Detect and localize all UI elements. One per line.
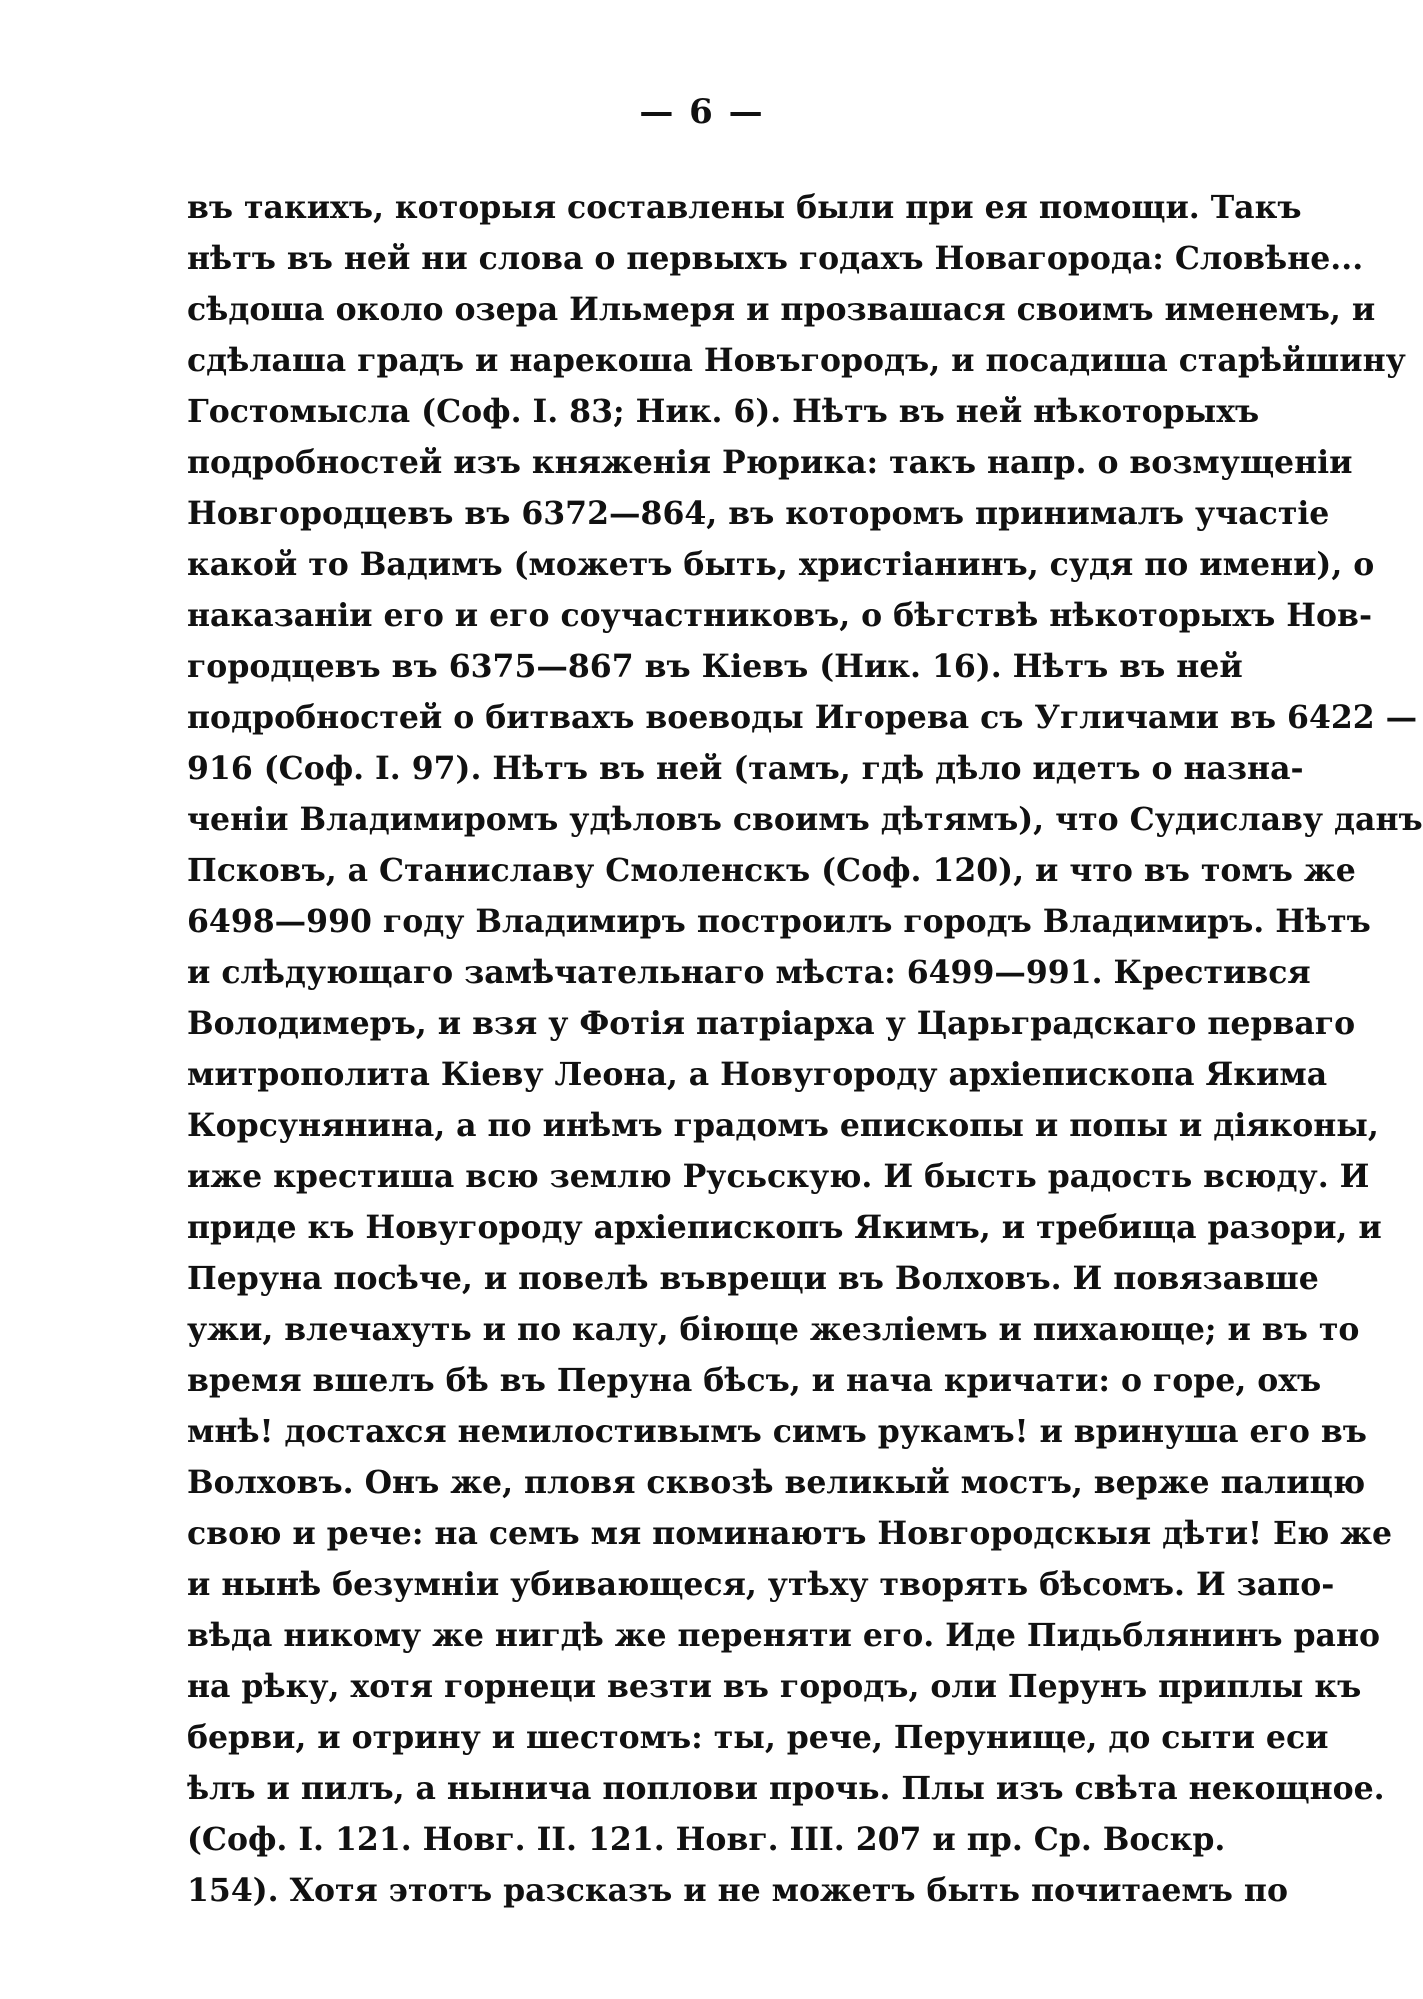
text-line: наказаніи его и его соучастниковъ, о бѣгствѣ нѣкоторыхъ Нов- (187, 597, 1373, 634)
text-line: Волховъ. Онъ же, пловя сквозѣ великый мостъ, верже палицю (187, 1464, 1366, 1501)
text-line: свою и рече: на семъ мя поминаютъ Новгородскыя дѣти! Ею же (187, 1515, 1393, 1552)
text-line: Корсунянина, а по инѣмъ градомъ епископы и попы и діяконы, (187, 1107, 1379, 1144)
text-line: на рѣку, хотя горнеци везти въ городъ, оли Перунъ приплы къ (187, 1668, 1362, 1705)
text-line: вѣда никому же нигдѣ же переняти его. Иде Пидьблянинъ рано (187, 1617, 1381, 1654)
text-line: нѣтъ въ ней ни слова о первыхъ годахъ Новагорода: Словѣне... (187, 240, 1364, 277)
body-text (187, 182, 1423, 1916)
text-line: городцевъ въ 6375—867 въ Кіевъ (Ник. 16). Нѣтъ въ ней (187, 648, 1243, 685)
text-line: 916 (Соф. I. 97). Нѣтъ въ ней (тамъ, гдѣ дѣло идетъ о назна- (187, 750, 1304, 787)
text-line: время вшелъ бѣ въ Перуна бѣсъ, и нача кричати: о горе, охъ (187, 1362, 1322, 1399)
text-line: сдѣлаша градъ и нарекоша Новъгородъ, и посадиша старѣйшину (187, 342, 1406, 379)
text-line: и нынѣ безумніи убивающеся, утѣху творять бѣсомъ. И запо- (187, 1566, 1335, 1603)
text-line: ужи, влечахуть и по калу, біюще жезліемъ и пихающе; и въ то (187, 1311, 1360, 1348)
text-line: мнѣ! достахся немилостивымъ симъ рукамъ! и вринуша его въ (187, 1413, 1367, 1450)
text-line: Псковъ, а Станиславу Смоленскъ (Соф. 120), и что въ томъ же (187, 852, 1356, 889)
page-number: — 6 — (639, 92, 765, 132)
text-line: ченіи Владимиромъ удѣловъ своимъ дѣтямъ), что Судиславу данъ (187, 801, 1423, 838)
text-line: 6498—990 году Владимиръ построилъ городъ Владимиръ. Нѣтъ (187, 903, 1371, 940)
text-line: подробностей о битвахъ воеводы Игорева съ Угличами въ 6422 — (187, 699, 1418, 736)
text-line: какой то Вадимъ (можетъ быть, христіанинъ, судя по имени), о (187, 546, 1375, 583)
text-line: сѣдоша около озера Ильмеря и прозвашася своимъ именемъ, и (187, 291, 1376, 328)
text-line: (Соф. I. 121. Новг. II. 121. Новг. III. 207 и пр. Ср. Воскр. (187, 1821, 1226, 1858)
text-line: Новгородцевъ въ 6372—864, въ которомъ принималъ участіе (187, 495, 1330, 532)
text-line: въ такихъ, которыя составлены были при ея помощи. Такъ (187, 189, 1302, 226)
text-line: ѣлъ и пилъ, а нынича поплови прочь. Плы изъ свѣта некощное. (187, 1770, 1385, 1807)
text-line: берви, и отрину и шестомъ: ты, рече, Перунище, до сыти еси (187, 1719, 1329, 1756)
text-line: иже крестиша всю землю Русьскую. И бысть радость всюду. И (187, 1158, 1370, 1195)
text-line: 154). Хотя этотъ разсказъ и не можетъ быть почитаемъ по (187, 1872, 1288, 1909)
text-line: Володимеръ, и взя у Фотія патріарха у Царьградскаго перваго (187, 1005, 1356, 1042)
text-line: подробностей изъ княженія Рюрика: такъ напр. о возмущеніи (187, 444, 1353, 481)
text-line: митрополита Кіеву Леона, а Новугороду архіепископа Якима (187, 1056, 1328, 1093)
text-line: Перуна посѣче, и повелѣ въврещи въ Волховъ. И повязавше (187, 1260, 1319, 1297)
text-line: и слѣдующаго замѣчательнаго мѣста: 6499—991. Крестився (187, 954, 1311, 991)
text-line: Гостомысла (Соф. I. 83; Ник. 6). Нѣтъ въ ней нѣкоторыхъ (187, 393, 1260, 430)
text-line: приде къ Новугороду архіепископъ Якимъ, и требища разори, и (187, 1209, 1382, 1246)
